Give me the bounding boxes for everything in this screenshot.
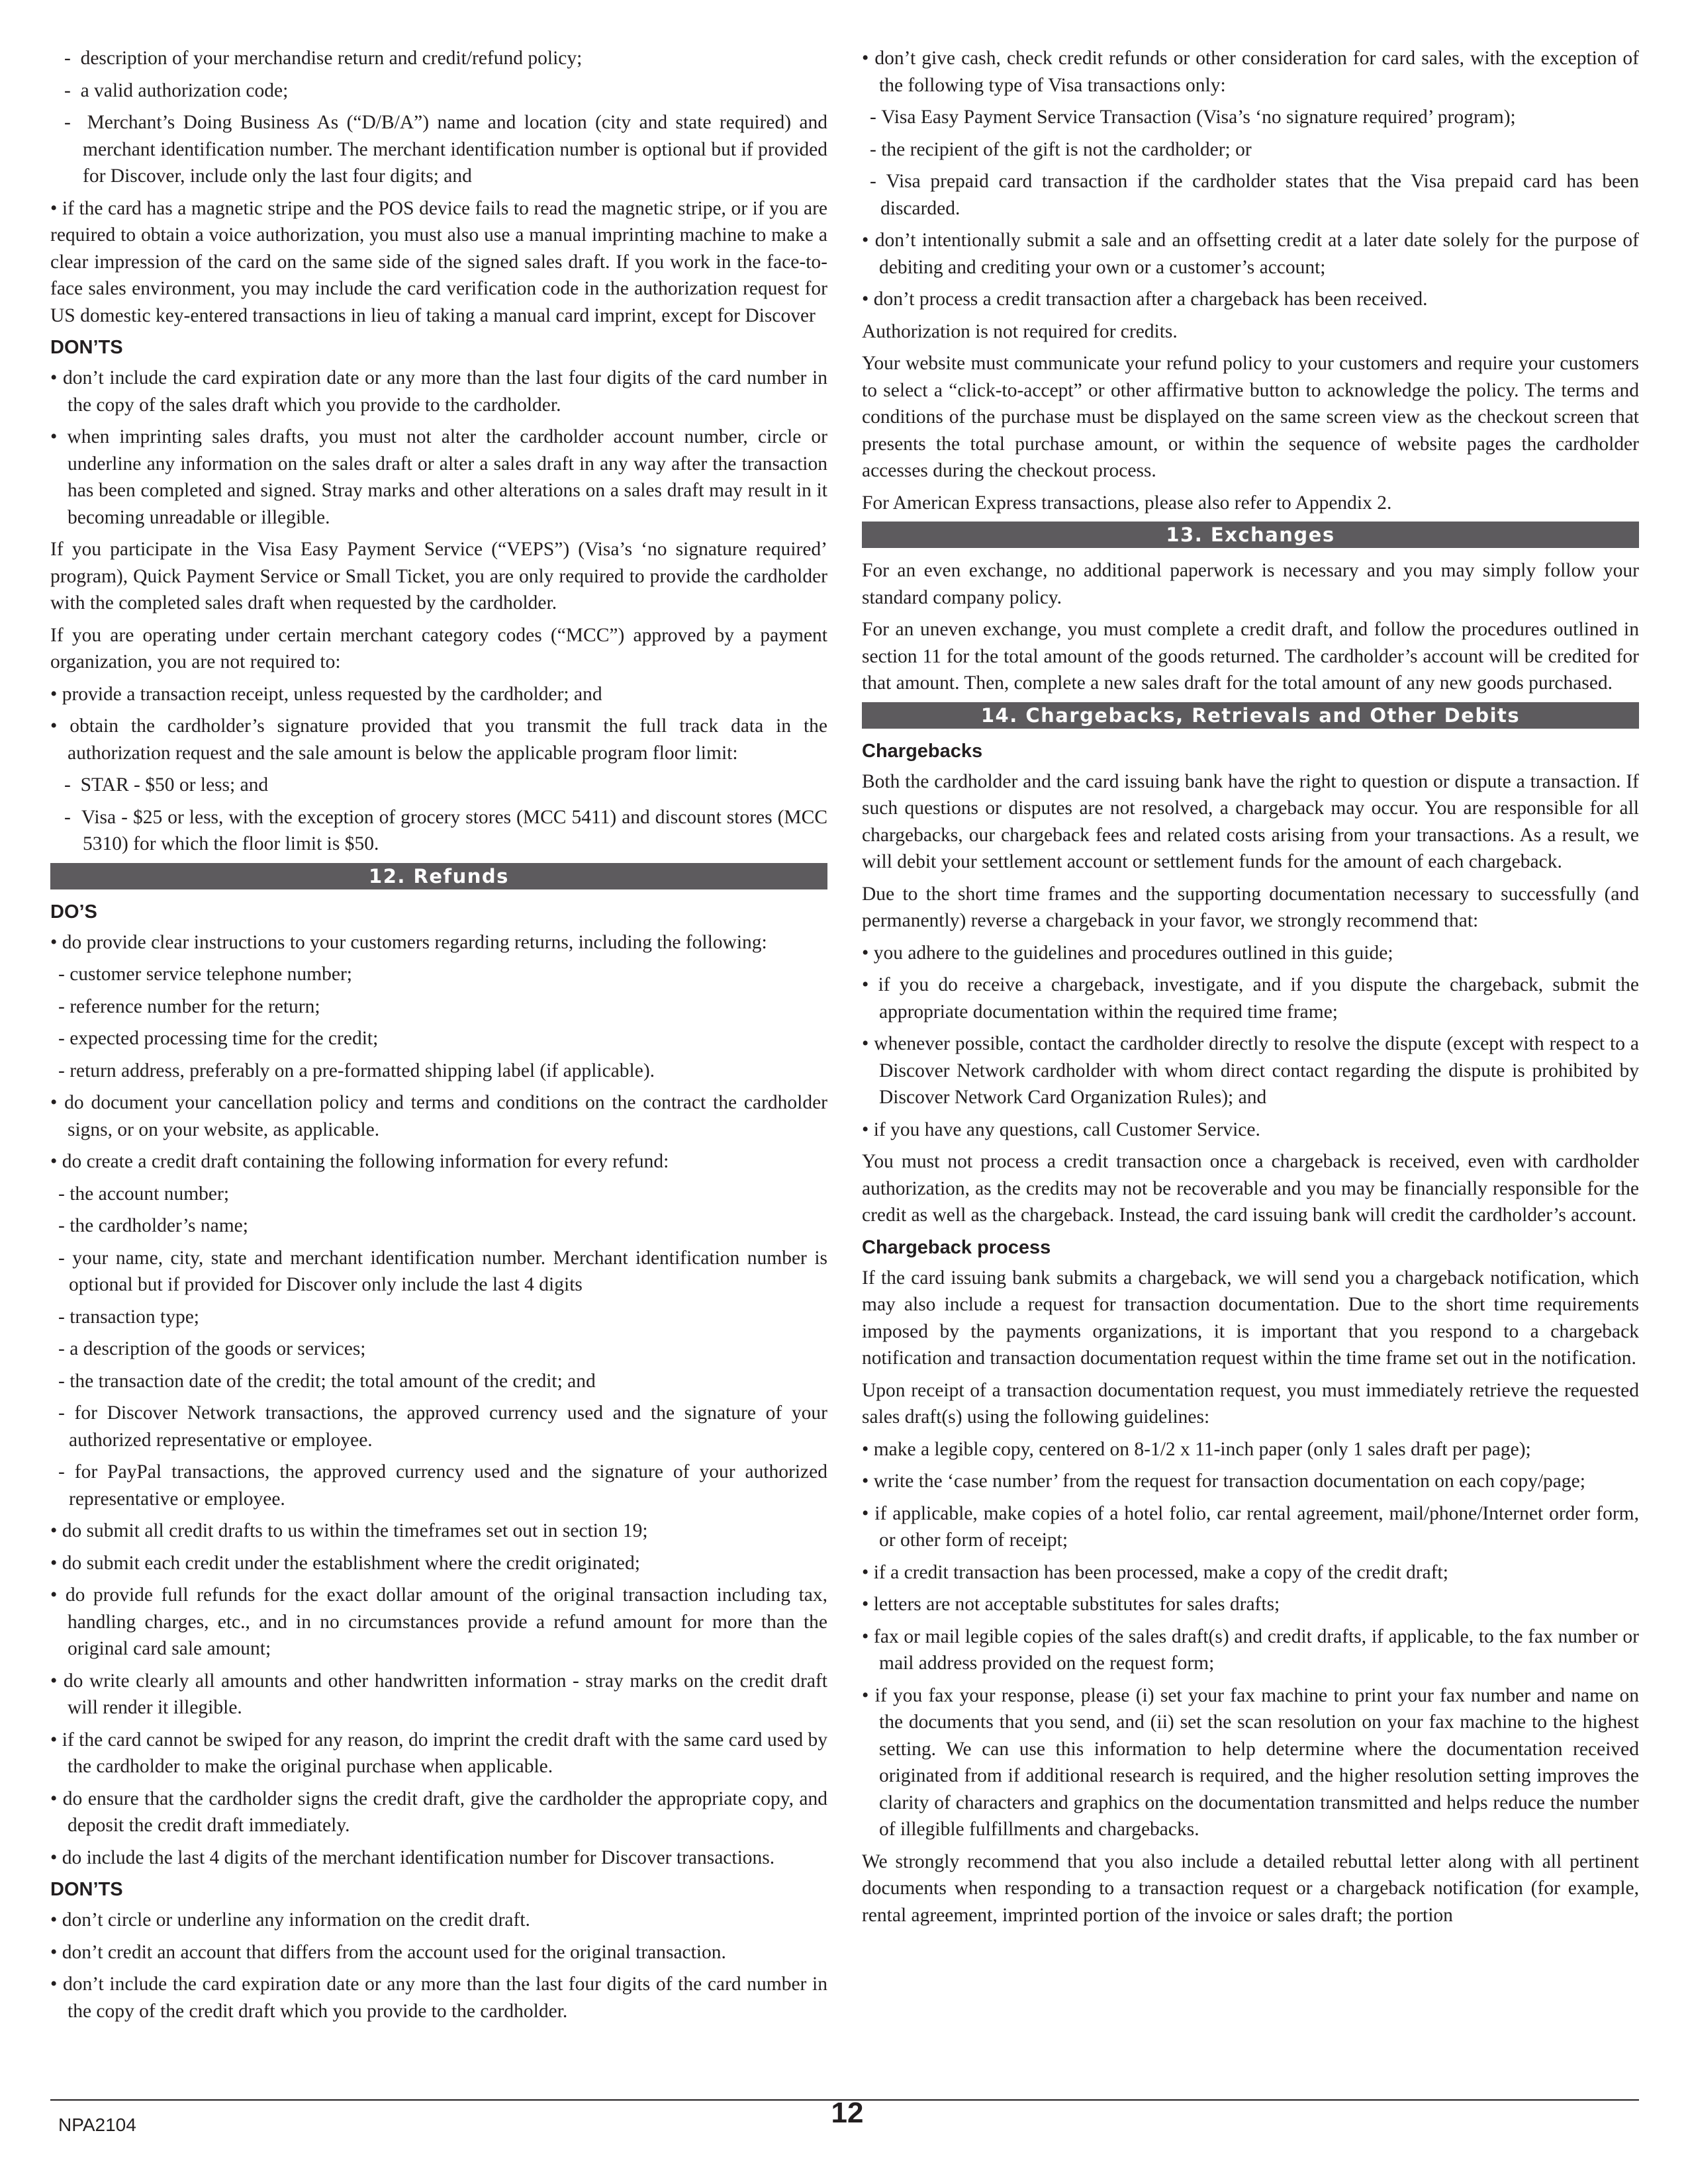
list-item: • make a legible copy, centered on 8-1/2 x 11-inch paper (only 1 sales draft per page); (862, 1436, 1639, 1463)
section-title-chargebacks: 14. Chargebacks, Retrievals and Other Debits (862, 702, 1639, 729)
list-item: • do provide clear instructions to your customers regarding returns, including the following: (50, 929, 827, 956)
list-item: • do document your cancellation policy and terms and conditions on the contract the cardholder signs, or on your website, as applicable. (50, 1089, 827, 1143)
list-item: • do submit each credit under the establishment where the credit originated; (50, 1550, 827, 1577)
list-item: • provide a transaction receipt, unless requested by the cardholder; and (50, 681, 827, 708)
list-item: - expected processing time for the credit; (50, 1025, 827, 1052)
list-item: • don’t circle or underline any information on the credit draft. (50, 1907, 827, 1934)
chargebacks-heading: Chargebacks (862, 740, 983, 762)
list-item: • if applicable, make copies of a hotel folio, car rental agreement, mail/phone/Internet order form, or other form of receipt; (862, 1500, 1639, 1554)
paragraph: For an even exchange, no additional paperwork is necessary and you may simply follow your standard company policy. (862, 560, 1639, 608)
list-item: • fax or mail legible copies of the sales draft(s) and credit drafts, if applicable, to the fax number or mail address provided on the request form; (862, 1623, 1639, 1677)
paragraph: If you are operating under certain merchant category codes (“MCC”) approved by a payment organization, you are not required to: (50, 624, 827, 672)
paragraph: If you participate in the Visa Easy Payment Service (“VEPS”) (Visa’s ‘no signature required’ program), Quick Payment Service or Small Ticket, you are only required to provide the cardholder with the completed sales draft when requested by the cardholder. (50, 539, 827, 614)
paragraph: We strongly recommend that you also include a detailed rebuttal letter along with all pertinent documents when responding to a transaction request or a chargeback notification (for example, rental agreement, imprinted portion of the invoice or sales draft; the portion (862, 1850, 1639, 1926)
donts-heading: DON’TS (50, 1879, 123, 1900)
paragraph: • if the card has a magnetic stripe and the POS device fails to read the magnetic stripe, or if you are required to obtain a voice authorization, you must also use a manual imprinting machine to make a clear impression of the card on the same side of the signed sales draft. If you work in the face-to-face sales environment, you may include the card verification code in the authorization request for US domestic key-entered transactions in lieu of taking a manual card imprint, except for Discover (50, 197, 827, 326)
paragraph: Both the cardholder and the card issuing bank have the right to question or dispute a transaction. If such questions or disputes are not resolved, a chargeback may occur. You are responsible for all chargebacks, our chargeback fees and related costs arising from your transactions. As a result, we will debit your settlement account or settlement funds for the amount of each chargeback. (862, 770, 1639, 872)
list-item: - transaction type; (50, 1304, 827, 1331)
paragraph: Authorization is not required for credits. (862, 320, 1178, 342)
list-item: • if you have any questions, call Customer Service. (862, 1116, 1639, 1144)
list-item: • do submit all credit drafts to us within the timeframes set out in section 19; (50, 1518, 827, 1545)
paragraph: Due to the short time frames and the supporting documentation necessary to successfully (and permanently) reverse a chargeback in your favor, we strongly recommend that: (862, 883, 1639, 931)
section-title-exchanges: 13. Exchanges (862, 522, 1639, 548)
list-item: - a description of the goods or services; (50, 1336, 827, 1363)
list-item: • you adhere to the guidelines and procedures outlined in this guide; (862, 940, 1639, 967)
list-item: • when imprinting sales drafts, you must not alter the cardholder account number, circle or underline any information on the sales draft or alter a sales draft in any way after the transaction has been completed and signed. Stray marks and other alterations on a sales draft may result in it becoming unreadable or illegible. (50, 424, 827, 531)
list-item: - description of your merchandise return and credit/refund policy; (50, 45, 827, 72)
list-item: • do create a credit draft containing the following information for every refund: (50, 1148, 827, 1175)
paragraph: You must not process a credit transaction once a chargeback is received, even with cardholder authorization, as the credits may not be recoverable and you may be financially responsible for the credit as well as the chargeback. Instead, the card issuing bank will credit the cardholder’s account. (862, 1151, 1639, 1226)
list-item: • whenever possible, contact the cardholder directly to resolve the dispute (except with respect to a Discover Network cardholder with whom direct contact regarding the dispute is prohibited by Discover Network Card Organization Rules); and (862, 1030, 1639, 1111)
list-item: • do ensure that the cardholder signs the credit draft, give the cardholder the appropriate copy, and deposit the credit draft immediately. (50, 1786, 827, 1839)
list-item: - the account number; (50, 1181, 827, 1208)
list-item: • don’t include the card expiration date or any more than the last four digits of the card number in the copy of the credit draft which you provide to the cardholder. (50, 1971, 827, 2025)
list-item: • do provide full refunds for the exact dollar amount of the original transaction including tax, handling charges, etc., and in no circumstances provide a refund amount for more than the original card sale amount; (50, 1582, 827, 1662)
list-item: • write the ‘case number’ from the request for transaction documentation on each copy/page; (862, 1468, 1639, 1495)
donts-heading: DON’TS (50, 337, 123, 358)
list-item: • do write clearly all amounts and other handwritten information - stray marks on the credit draft will render it illegible. (50, 1668, 827, 1721)
list-item: - a valid authorization code; (50, 77, 827, 105)
paragraph: For American Express transactions, please also refer to Appendix 2. (862, 492, 1392, 514)
list-item: - the cardholder’s name; (50, 1212, 827, 1240)
list-item: - STAR - $50 or less; and (50, 772, 827, 799)
list-item: - for Discover Network transactions, the approved currency used and the signature of your authorized representative or employee. (50, 1400, 827, 1453)
list-item: • obtain the cardholder’s signature provided that you transmit the full track data in the authorization request and the sale amount is below the applicable program floor limit: (50, 713, 827, 766)
chargeback-process-heading: Chargeback process (862, 1236, 1051, 1258)
list-item: - Visa Easy Payment Service Transaction (Visa’s ‘no signature required’ program); (862, 104, 1639, 131)
list-item: - reference number for the return; (50, 993, 827, 1021)
document-code: NPA2104 (58, 2115, 136, 2135)
list-item: - the transaction date of the credit; the total amount of the credit; and (50, 1368, 827, 1395)
list-item: • don’t give cash, check credit refunds or other consideration for card sales, with the exception of the following type of Visa transactions only: (862, 45, 1639, 99)
dos-heading: DO’S (50, 901, 97, 923)
section-title-refunds: 12. Refunds (50, 863, 827, 889)
list-item: • don’t intentionally submit a sale and an offsetting credit at a later date solely for the purpose of debiting and crediting your own or a customer’s account; (862, 227, 1639, 281)
list-item: - for PayPal transactions, the approved currency used and the signature of your authorized representative or employee. (50, 1459, 827, 1512)
list-item: - Visa prepaid card transaction if the cardholder states that the Visa prepaid card has been discarded. (862, 168, 1639, 222)
paragraph: If the card issuing bank submits a chargeback, we will send you a chargeback notification, which may also include a request for transaction documentation. Due to the short time requirements imposed by the payments organizations, it is important that you respond to a chargeback notification and transaction documentation request within the time frame set out in the notification. (862, 1267, 1639, 1369)
list-item: • if the card cannot be swiped for any reason, do imprint the credit draft with the same card used by the cardholder to make the original purchase when applicable. (50, 1727, 827, 1780)
list-item: - Merchant’s Doing Business As (“D/B/A”) name and location (city and state required) and merchant identification number. The merchant identification number is optional but if provided for Discover, include only the last four digits; and (50, 109, 827, 190)
list-item: • if a credit transaction has been processed, make a copy of the credit draft; (862, 1559, 1639, 1586)
list-item: • don’t process a credit transaction after a chargeback has been received. (862, 286, 1639, 313)
list-item: - your name, city, state and merchant identification number. Merchant identification number is optional but if provided for Discover only include the last 4 digits (50, 1245, 827, 1298)
list-item: - return address, preferably on a pre-formatted shipping label (if applicable). (50, 1058, 827, 1085)
right-column (862, 45, 1639, 1934)
list-item: - the recipient of the gift is not the cardholder; or (862, 136, 1639, 163)
list-item: - customer service telephone number; (50, 961, 827, 988)
list-item: • letters are not acceptable substitutes for sales drafts; (862, 1591, 1639, 1618)
paragraph: Your website must communicate your refund policy to your customers and require your customers to select a “click-to-accept” or other affirmative button to acknowledge the policy. The terms and conditions of the purchase must be displayed on the same screen view as the checkout screen that presents the total purchase amount, or within the sequence of website pages the cardholder accesses during the checkout process. (862, 353, 1639, 481)
left-column (50, 45, 827, 2030)
list-item: - Visa - $25 or less, with the exception of grocery stores (MCC 5411) and discount stores (MCC 5310) for which the floor limit is $50. (50, 804, 827, 858)
list-item: • don’t include the card expiration date or any more than the last four digits of the card number in the copy of the sales draft which you provide to the cardholder. (50, 365, 827, 418)
paragraph: Upon receipt of a transaction documentation request, you must immediately retrieve the requested sales draft(s) using the following guidelines: (862, 1379, 1639, 1428)
list-item: • don’t credit an account that differs from the account used for the original transaction. (50, 1939, 827, 1966)
list-item: • if you fax your response, please (i) set your fax machine to print your fax number and name on the documents that you send, and (ii) set the scan resolution on your fax machine to the highest setting. We can use this information to help determine where the documentation received originated from if additional research is required, and the higher resolution setting improves the clarity of characters and graphics on the documentation transmitted and helps reduce the number of illegible fulfillments and chargebacks. (862, 1682, 1639, 1843)
list-item: • if you do receive a chargeback, investigate, and if you dispute the chargeback, submit the appropriate documentation within the required time frame; (862, 972, 1639, 1025)
list-item: • do include the last 4 digits of the merchant identification number for Discover transactions. (50, 1844, 827, 1872)
page-number: 12 (831, 2097, 864, 2129)
paragraph: For an uneven exchange, you must complete a credit draft, and follow the procedures outlined in section 11 for the total amount of the goods returned. The cardholder’s account will be credited for that amount. Then, complete a new sales draft for the total amount of any new goods purchased. (862, 619, 1639, 694)
